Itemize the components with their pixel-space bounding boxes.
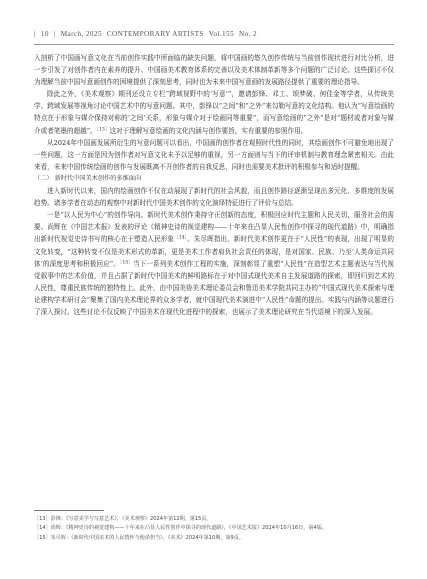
journal-issue: No. 2: [239, 30, 258, 38]
paragraph-text: 除此之外，《美术观察》期刊还设立专栏“跨域视野中的‘写意’”，邀请彭锋、邓工、颂梦破、何佳金等学者，从传统美学、跨域发展等视角讨论中国艺术中的写意问题。其中，彭锋以“之间”和“之外”来勾勒写意的文化结构。他认为“写意绘画的特点在于形象与媒介保持对称的‘之间’关系，形象与媒介对于绘画同等重要”，而写意绘画的“之外”是对“题材或者对象与媒介或者笔墨的超越”。: [34, 90, 394, 135]
running-header: [34, 30, 394, 38]
header-separator: |: [34, 30, 36, 38]
page-number: 10: [40, 30, 49, 38]
footnote-ref: ［14］: [174, 236, 188, 242]
header-rule: [34, 44, 394, 45]
paragraph-text: 进入新时代以来，国内的绘画创作不仅在动展现了新时代的社会风貌，而且创作路径逐渐呈现出多元化、多维度的发展趋势。诸多学者在动态的观察中对新时代中国美术创作的文化演绎特征进行了评价与总结。: [34, 187, 394, 208]
footnote-ref: ［13］: [96, 127, 110, 133]
issue-date: March, 2025: [60, 30, 102, 38]
footnote-rule: [34, 510, 104, 511]
paragraph-text: 。朱尽晖指出，新时代美术创作更在于“人民性”的表现，出现了明显的文化转变，“这种转变不仅是美术形式的革新，更是美术工作者肩负社会责任的体现，是对国家、民族、乃至‘人类命运共同体’的深度思考和积极回应”。: [34, 235, 395, 268]
journal-name: CONTEMPORARY ARTISTS: [106, 30, 204, 38]
footnote-ref: ［15］: [119, 260, 133, 266]
footnote-item: ［15］朱尽晖：《新时代中国美术的人民情怀与使命担当》，《美术》2024年第10期，第9页。: [34, 534, 244, 541]
body-paragraph: [34, 88, 394, 136]
paragraph-text: 从2024年中国画发展所衍生的写意问题可以看出，中国画的创作者在观照时代性的同时，其绘画创作不可避免地出现了一些问题，这一方面是因为创作者对写意文化未予以足够的重视，另一方面则与当下的评审机制与教育理念紧密相关。由此来看，未来中国传统绘画的创作与发展既离不开创作者的自我反思，同时也需要美术批评的积极参与和适时提醒。: [34, 138, 394, 171]
footnotes: [34, 515, 394, 543]
body-paragraph: [34, 185, 394, 209]
subheading-number: （二）: [34, 174, 53, 182]
paragraph-text: 当下一系列美术创作工程的实施，深刻彰显了重塑“人民性”在造型艺术主题表达与当代视觉叙事中的艺术价值，并且占据了新时代中国美术的鲜明路标在于对中国式现代美术自主发展道路的探索，即回归到艺术的人民性，尊重民族传统的独特性上。此外，由中国美协美术理论委员会和鲁迅美术学院共同主办的“中国式现代美术探索与理论建构学术研讨会”聚集了国内美术理论界的众多学者，就中国现代美术演进中“人民性”命题的提出、实践与内涵等议题进行了深入探讨。这些讨论不仅反映了中国美术在现代化进程中的探索，也展示了美术理论研究在当代语境下的深入发展。: [34, 259, 395, 316]
paragraph-text: 这对于理解写意绘画的文化内涵与创作要旨，实有重要的参照作用。: [109, 126, 308, 135]
body-paragraph: [34, 52, 394, 88]
body-paragraph: [34, 137, 394, 173]
footnote-item: ［14］尚辉：《精神史诗的视觉建构——十年来在凸显人民性创作中探寻的现代道路》，《中国艺术报》2024年10月16日，第4版。: [34, 525, 327, 532]
body-paragraph: [34, 209, 394, 318]
article-body: [34, 52, 394, 318]
paragraph-text: 入剖析了中国画写意文化在当前创作实践中所面临的缺失问题，将中国画的悠久创作传统与当前创作现状进行对比分析，进一步引发了对创作者内在素养的提升、中国画美术教育体系的完善以及美术体制革新等多个问题的广泛讨论。这些探讨不仅为理解当前中国写意画创作的困境提供了深刻思考，同时也为未来中国写意画的发展路径提供了重要的理论指导。: [34, 54, 394, 87]
document-page: [34, 0, 394, 579]
header-separator: |: [53, 30, 56, 38]
section-subheading: [34, 173, 394, 185]
paragraph-text: 一是“以人民为中心”的创作导向。新时代美术创作秉持守正创新的态度，积极回应时代主题和人民关切，服务社会的需要。尚辉在《中国艺术报》发表的评论《精神史诗的视觉建构——十年来在凸显人民性创作中探寻的现代道路》中，明确指出新时代视觉史诗书写的核心在于塑造人民形象: [34, 211, 394, 244]
subheading-text: 新时代中国美术创作的多维面向: [54, 174, 142, 182]
footnote-item: ［13］彭锋：《写意美学与写意艺术》，《美术观察》2024年第12期，第15页。: [34, 516, 212, 522]
journal-volume: Vol.155: [208, 30, 235, 38]
